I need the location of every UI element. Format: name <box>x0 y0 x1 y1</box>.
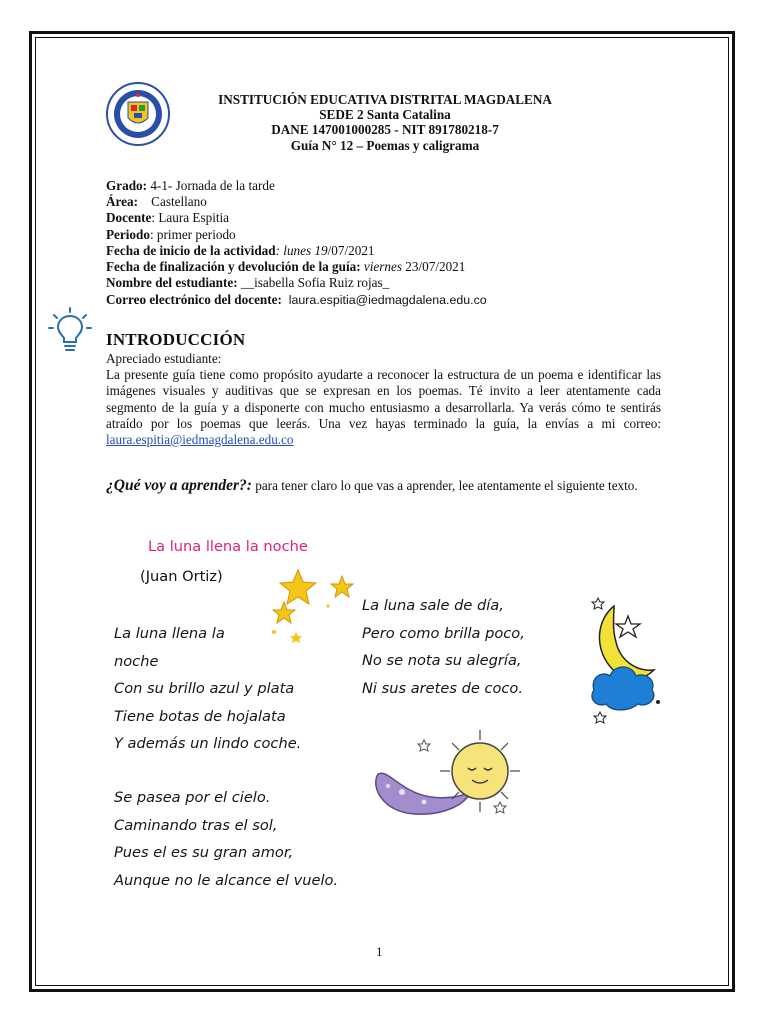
periodo-value: : primer periodo <box>149 226 236 242</box>
institution-name: INSTITUCIÓN EDUCATIVA DISTRITAL MAGDALENA <box>218 92 552 107</box>
info-area <box>106 194 666 210</box>
poem-stanza-2 <box>114 784 338 894</box>
student-info <box>106 178 666 309</box>
info-estudiante <box>106 275 666 291</box>
docente-label: Docente <box>106 210 152 226</box>
poem-line: Ni sus aretes de coco. <box>362 679 523 697</box>
moon-cloud-icon <box>584 594 668 724</box>
poem-line: La luna llena la <box>114 625 225 642</box>
poem-line: Caminando tras el sol, <box>114 816 278 834</box>
poem-line: Se pasea por el cielo. <box>114 789 271 806</box>
sun-moon-icon <box>366 726 524 820</box>
learn-question: ¿Qué voy a aprender?: <box>106 477 252 494</box>
inicio-label: Fecha de inicio de la actividad <box>106 242 276 258</box>
area-label: Área: <box>106 194 138 210</box>
learn-text: para tener claro lo que vas a aprender, lee atentamente el siguiente texto. <box>251 478 638 493</box>
fin-date: 23/07/2021 <box>401 259 466 275</box>
estudiante-label: Nombre del estudiante: <box>106 275 238 291</box>
sede-name: SEDE 2 Santa Catalina <box>319 107 451 123</box>
inicio-day: : lunes 19 <box>275 242 328 258</box>
info-grado <box>106 178 666 194</box>
poem-line: Pues el es su gran amor, <box>114 844 294 861</box>
poem-line: Y además un lindo coche. <box>114 735 302 752</box>
intro-paragraph-text: La presente guía tiene como propósito ayudarte a reconocer la estructura de un poema e identificar las imágenes visuales y auditivas que se expresan en los poemas. Té invito a leer atentamente cada segmento de la guía y a disponerte con mucho entusiasmo a desarrollarla. Ya verás cómo te sentirás atraído por los poemas que leerás. Una vez hayas terminado la guía, la envías a mi correo: <box>106 367 661 431</box>
learn-section <box>106 478 661 494</box>
poem-line: Pero como brilla poco, <box>362 624 525 642</box>
document-header <box>190 92 580 153</box>
intro-greeting: Apreciado estudiante: <box>106 351 222 366</box>
correo-label: Correo electrónico del docente: <box>106 292 282 308</box>
lightbulb-icon <box>48 306 92 354</box>
intro-paragraph <box>106 367 661 448</box>
fin-label: Fecha de finalización y devolución de la guía: <box>106 259 361 275</box>
grado-value: 4-1- Jornada de la tarde <box>147 178 275 193</box>
intro-heading: INTRODUCCIÓN <box>106 330 246 349</box>
poem-line: La luna sale de día, <box>362 597 504 614</box>
poem-line: Con su brillo azul y plata <box>114 680 295 697</box>
poem-line: Tiene botas de hojalata <box>114 707 286 725</box>
teacher-email-link[interactable]: laura.espitia@iedmagdalena.edu.co <box>106 432 294 448</box>
info-docente <box>106 210 666 226</box>
info-fin <box>106 259 666 275</box>
poem-stanza-3 <box>362 592 525 702</box>
correo-value: laura.espitia@iedmagdalena.edu.co <box>281 293 487 308</box>
poem-line: Aunque no le alcance el vuelo. <box>114 871 339 889</box>
area-value: Castellano <box>137 194 207 210</box>
dane-nit: DANE 147001000285 - NIT 891780218-7 <box>271 122 499 138</box>
inicio-date: /07/2021 <box>327 242 375 258</box>
poem-author: (Juan Ortiz) <box>140 568 223 585</box>
info-periodo <box>106 227 666 243</box>
intro-body <box>106 351 661 448</box>
poem-stanza-1 <box>114 620 301 758</box>
grado-label: Grado: <box>106 178 148 193</box>
fin-day: viernes <box>360 259 402 275</box>
poem-line: No se nota su alegría, <box>362 652 522 669</box>
periodo-label: Periodo <box>106 226 150 242</box>
school-logo-icon <box>106 82 170 146</box>
info-inicio <box>106 243 666 259</box>
docente-value: : Laura Espitia <box>151 210 230 226</box>
poem-line: noche <box>114 652 159 670</box>
guide-title: Guía N° 12 – Poemas y caligrama <box>290 137 480 153</box>
poem-title: La luna llena la noche <box>148 538 308 555</box>
info-correo <box>106 292 666 308</box>
estudiante-value: __isabella Sofia Ruiz rojas_ <box>237 275 390 291</box>
page-number: 1 <box>376 944 383 959</box>
